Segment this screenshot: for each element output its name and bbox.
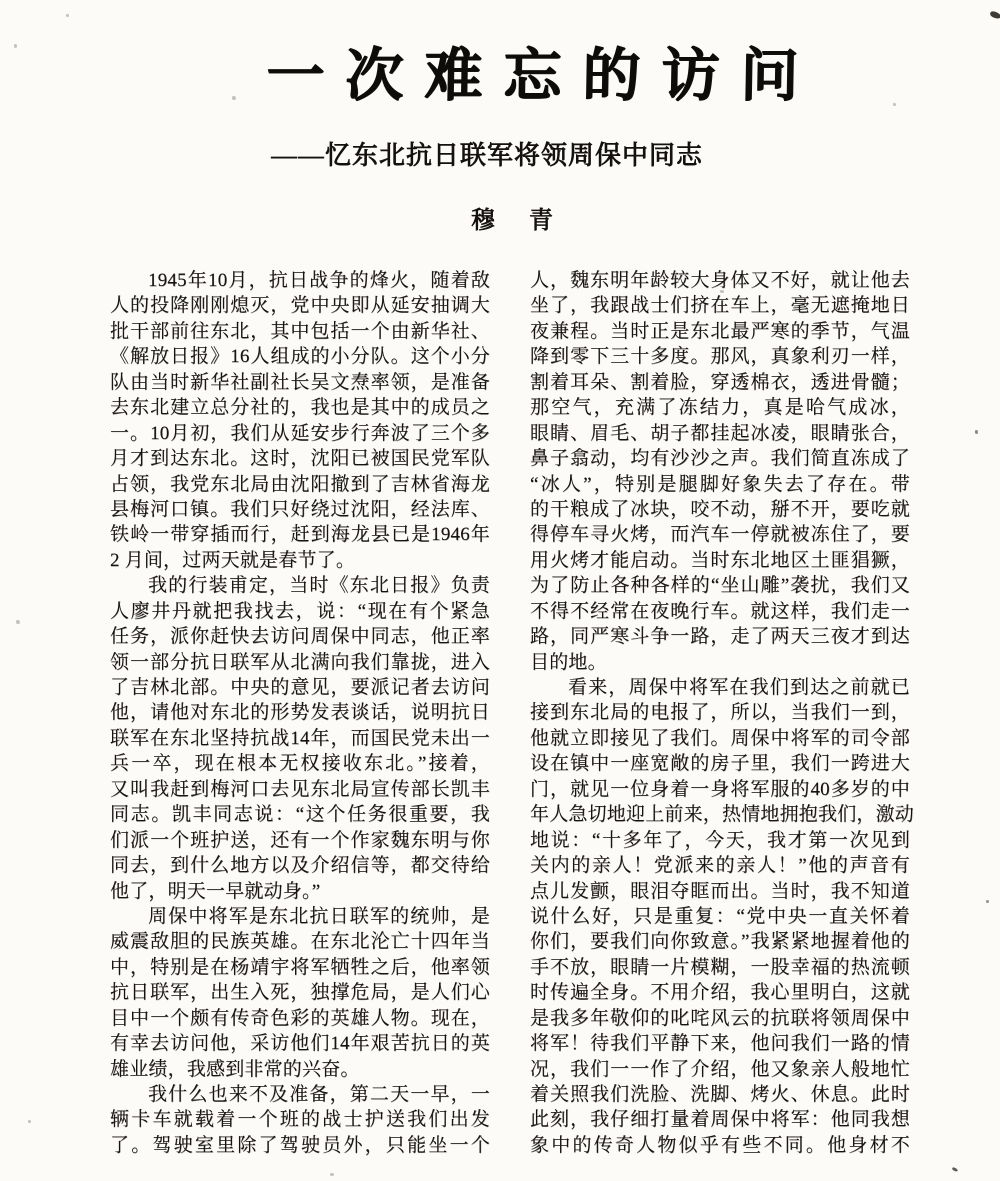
scan-speck bbox=[330, 1173, 334, 1176]
text-line: 领一部分抗日联军从北满向我们靠拢，进入 bbox=[110, 651, 490, 673]
text-column-left bbox=[110, 268, 490, 1158]
text-line: 得停车寻火烤，而汽车一停就被冻住了，要 bbox=[530, 524, 910, 546]
text-line: 点儿发颤，眼泪夺眶而出。当时，我不知道 bbox=[530, 880, 910, 902]
text-line: 雄业绩，我感到非常的兴奋。 bbox=[110, 1058, 360, 1080]
scan-speck bbox=[975, 430, 978, 434]
text-line: 年人急切地迎上前来，热情地拥抱我们，激动 bbox=[530, 804, 915, 826]
text-line: 辆卡车就载着一个班的战士护送我们出发 bbox=[110, 1109, 490, 1131]
text-line: 地说：“十多年了，今天，我才第一次见到 bbox=[530, 829, 910, 851]
text-line: 任务，派你赶快去访问周保中同志，他正率 bbox=[110, 626, 490, 648]
text-line: 《解放日报》16人组成的小分队。这个小分 bbox=[110, 346, 490, 368]
text-line: “冰人”，特别是腿脚好象失去了存在。带 bbox=[530, 473, 910, 495]
text-line: 夜兼程。当时正是东北最严寒的季节，气温 bbox=[530, 320, 910, 342]
text-line: 兵一卒，现在根本无权接收东北。”接着， bbox=[110, 753, 490, 775]
author-byline: 穆 青 bbox=[471, 208, 567, 234]
scan-speck bbox=[720, 290, 724, 293]
text-line: 目的地。 bbox=[530, 651, 607, 673]
text-line: 是我多年敬仰的叱咤风云的抗联将领周保中 bbox=[530, 1007, 910, 1029]
text-line: 联军在东北坚持抗战14年，而国民党未出一 bbox=[110, 727, 490, 749]
text-line: 为了防止各种各样的“坐山雕”袭扰，我们又 bbox=[530, 575, 910, 597]
scan-speck bbox=[986, 900, 989, 903]
article-subtitle: ——忆东北抗日联军将领周保中同志 bbox=[270, 141, 703, 170]
text-line: 威震敌胆的民族英雄。在东北沦亡十四年当 bbox=[110, 931, 490, 953]
text-line: 同去，到什么地方以及介绍信等，都交待给 bbox=[110, 855, 490, 877]
text-line: 关内的亲人！党派来的亲人！”他的声音有 bbox=[530, 855, 910, 877]
text-line: 的干粮成了冰块，咬不动，掰不开，要吃就 bbox=[530, 498, 910, 520]
text-line: 他，请他对东北的形势发表谈话，说明抗日 bbox=[110, 702, 490, 724]
scan-speck bbox=[989, 10, 1000, 19]
text-line: 手不放，眼睛一片模糊，一股幸福的热流顿 bbox=[530, 956, 910, 978]
text-line: 周保中将军是东北抗日联军的统帅，是 bbox=[148, 905, 490, 927]
text-line: 鼻子翕动，均有沙沙之声。我们简直冻成了 bbox=[530, 448, 910, 470]
text-line: 同志。凯丰同志说：“这个任务很重要，我 bbox=[110, 804, 490, 826]
text-line: 中，特别是在杨靖宇将军牺牲之后，他率领 bbox=[110, 956, 490, 978]
text-line: 说什么好，只是重复：“党中央一直关怀着 bbox=[530, 905, 910, 927]
text-line: 月才到达东北。这时，沈阳已被国民党军队 bbox=[110, 448, 490, 470]
text-line: 去东北建立总分社的，我也是其中的成员之 bbox=[110, 397, 490, 419]
scan-speck bbox=[16, 620, 20, 624]
text-line: 铁岭一带穿插而行，赶到海龙县已是1946年 bbox=[110, 524, 490, 546]
text-line: 占领，我党东北局由沈阳撤到了吉林省海龙 bbox=[110, 473, 490, 495]
text-line: 设在镇中一座宽敞的房子里，我们一跨进大 bbox=[530, 753, 910, 775]
text-line: 他了，明天一早就动身。” bbox=[110, 880, 321, 902]
scan-speck bbox=[66, 14, 69, 17]
text-line: 降到零下三十多度。那风，真象利刃一样， bbox=[530, 346, 910, 368]
text-line: 我什么也来不及准备，第二天一早，一 bbox=[148, 1084, 490, 1105]
article-title: 一次难忘的访问 bbox=[265, 43, 821, 108]
scan-speck bbox=[893, 103, 896, 106]
text-line: 人的投降刚刚熄灭，党中央即从延安抽调大 bbox=[110, 295, 490, 317]
text-line: 那空气，充满了冻结力，真是哈气成冰， bbox=[530, 397, 910, 419]
text-line: 批干部前往东北，其中包括一个由新华社、 bbox=[110, 320, 490, 342]
text-line: 又叫我赶到梅河口去见东北局宣传部长凯丰 bbox=[110, 778, 490, 800]
text-line: 象中的传奇人物似乎有些不同。他身材不 bbox=[530, 1134, 910, 1156]
text-line: 目中一个颇有传奇色彩的英雄人物。现在， bbox=[110, 1007, 490, 1029]
text-line: 时传遍全身。不用介绍，我心里明白，这就 bbox=[530, 982, 910, 1004]
text-line: 1945年10月，抗日战争的烽火，随着敌 bbox=[148, 270, 490, 291]
scan-speck bbox=[232, 96, 236, 100]
text-line: 县梅河口镇。我们只好绕过沈阳，经法库、 bbox=[110, 498, 490, 520]
text-line: 有幸去访问他，采访他们14年艰苦抗日的英 bbox=[110, 1033, 490, 1055]
text-line: 路，同严寒斗争一路，走了两天三夜才到达 bbox=[530, 626, 910, 648]
text-line: 一。10月初，我们从延安步行奔波了三个多 bbox=[110, 422, 490, 444]
text-line: 2 月间，过两天就是春节了。 bbox=[110, 549, 356, 571]
text-line: 抗日联军，出生入死，独撑危局，是人们心 bbox=[110, 982, 490, 1004]
text-column-right bbox=[530, 268, 915, 1158]
scan-speck bbox=[28, 1120, 31, 1123]
text-line: 人，魏东明年龄较大身体又不好，就让他去 bbox=[530, 270, 910, 291]
scan-speck bbox=[952, 1167, 959, 1172]
text-line: 割着耳朵、割着脸，穿透棉衣，透进骨髓； bbox=[530, 371, 910, 393]
text-line: 坐了，我跟战士们挤在车上，毫无遮掩地日 bbox=[530, 295, 910, 317]
text-line: 将军！待我们平静下来，他问我们一路的情 bbox=[530, 1033, 910, 1055]
text-line: 接到东北局的电报了，所以，当我们一到， bbox=[530, 702, 910, 724]
scan-speck bbox=[14, 44, 17, 48]
text-line: 了吉林北部。中央的意见，要派记者去访问 bbox=[110, 677, 490, 698]
text-line: 用火烤才能启动。当时东北地区土匪猖獗， bbox=[530, 549, 910, 571]
text-line: 看来，周保中将军在我们到达之前就已 bbox=[568, 677, 910, 698]
article-body bbox=[110, 268, 915, 1158]
text-line: 此刻，我仔细打量着周保中将军：他同我想 bbox=[530, 1109, 910, 1131]
text-line: 人廖井丹就把我找去，说：“现在有个紧急 bbox=[110, 600, 490, 622]
text-line: 我的行装甫定，当时《东北日报》负责 bbox=[148, 575, 490, 597]
text-line: 队由当时新华社副社长吴文焘率领，是准备 bbox=[110, 371, 490, 393]
text-line: 着关照我们洗脸、洗脚、烤火、休息。此时 bbox=[530, 1084, 910, 1105]
text-line: 不得不经常在夜晚行车。就这样，我们走一 bbox=[530, 600, 910, 622]
text-line: 了。驾驶室里除了驾驶员外，只能坐一个 bbox=[110, 1134, 490, 1156]
text-line: 眼睛、眉毛、胡子都挂起冰凌，眼睛张合， bbox=[530, 422, 910, 444]
text-line: 门，就见一位身着一身将军服的40多岁的中 bbox=[530, 778, 910, 800]
text-line: 况，我们一一作了介绍，他又象亲人般地忙 bbox=[530, 1058, 910, 1080]
text-line: 们派一个班护送，还有一个作家魏东明与你 bbox=[110, 829, 490, 851]
text-line: 他就立即接见了我们。周保中将军的司令部 bbox=[530, 727, 910, 749]
text-line: 你们，要我们向你致意。”我紧紧地握着他的 bbox=[530, 931, 910, 953]
